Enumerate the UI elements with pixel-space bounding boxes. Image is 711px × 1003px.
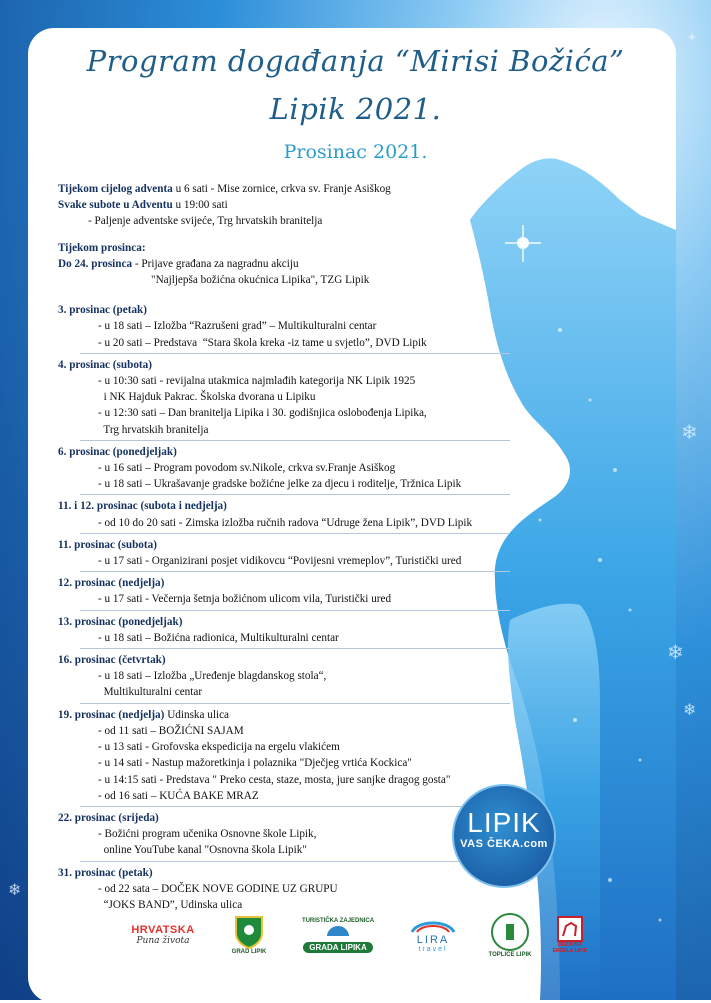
grad-lipik-coat-of-arms: GRAD LIPIK <box>226 905 272 965</box>
event-item: - u 18 sati – Božićna radionica, Multikulturalni centar <box>98 631 339 644</box>
day-heading: 4. prosinac (subota) <box>58 358 152 371</box>
event-item: - u 17 sati - Organizirani posjet vidikovcu “Povijesni vremeplov”, Turistički ured <box>98 555 462 568</box>
day-location: Udinska ulica <box>164 708 230 721</box>
event-item: - od 16 sati – KUĆA BAKE MRAZ <box>98 789 259 802</box>
month-subtitle: Prosinac 2021. <box>283 141 428 163</box>
event-item: - u 18 sati – Ukrašavanje gradske božićne jelke za djecu i roditelje, Tržnica Lipik <box>98 478 462 491</box>
event-item: - u 13 sati - Grofovska ekspedicija na ergelu vlakićem <box>98 741 340 754</box>
event-item: - u 17 sati - Večernja šetnja božićnom ulicom vila, Turistički ured <box>98 593 392 606</box>
divider <box>80 610 510 611</box>
page-title-line2: Lipik 2021. <box>269 92 442 126</box>
event-item: - u 12:30 sati – Dan branitelja Lipika i 30. godišnjica oslobođenja Lipika, <box>98 407 427 420</box>
event-item: “JOKS BAND”, Udinska ulica <box>98 898 243 911</box>
intro-text: - Paljenje adventske svijeće, Trg hrvatskih branitelja <box>88 215 323 228</box>
intro-text: u 6 sati - Mise zornice, crkva sv. Franje Asiškog <box>172 183 391 195</box>
event-item: - od 22 sata – DOČEK NOVE GODINE UZ GRUPU <box>98 882 338 895</box>
sponsor-logos <box>0 905 711 975</box>
event-item: i NK Hajduk Pakrac. Školska dvorana u Lipiku <box>98 391 316 404</box>
during-text: - Prijave građana za nagradnu akciju <box>132 257 299 270</box>
lira-travel-logo: LIRA travel <box>402 905 464 965</box>
during-label: Do 24. prosinca <box>58 257 133 270</box>
snowflake-icon: ✦ <box>686 30 698 46</box>
snowflake-icon: ❄ <box>8 880 22 899</box>
during-line: "Najljepša božićna okućnica Lipika", TZG Lipik <box>151 274 370 287</box>
intro-line <box>58 213 528 229</box>
drzavna-ergela-logo: DRŽAVNA ERGELA LIPIK <box>552 905 588 965</box>
day-heading: 16. prosinac (četvrtak) <box>58 654 166 667</box>
divider <box>80 648 510 649</box>
day-heading: 31. prosinac (petak) <box>58 866 153 879</box>
event-item: Multikulturalni centar <box>98 686 203 699</box>
badge-title: LIPIK <box>467 807 541 838</box>
snowflake-icon: ❄ <box>681 420 698 444</box>
event-item: - u 10:30 sati - revijalna utakmica najmlađih kategorija NK Lipik 1925 <box>98 375 416 388</box>
event-item: - u 20 sati – Predstava “Stara škola kreka -iz tame u svjetlo”, DVD Lipik <box>98 336 427 349</box>
divider <box>80 353 510 354</box>
intro-label: Svake subote u Adventu <box>58 199 173 212</box>
lipik-logo-badge <box>452 784 556 888</box>
event-item: - u 14:15 sati - Predstava " Preko cesta, staze, mosta, jure sanjke dragog gosta" <box>98 773 451 786</box>
badge-subtitle: VAS ČEKA.com <box>460 838 548 850</box>
intro-label: Tijekom cijelog adventa <box>58 183 173 195</box>
event-item: - od 10 do 20 sati - Zimska izložba ručnih radova “Udruge žena Lipik”, DVD Lipik <box>98 516 473 529</box>
divider <box>80 533 510 534</box>
during-line <box>58 256 528 272</box>
event-item: Trg hrvatskih branitelja <box>98 423 209 436</box>
event-item: - Božićni program učenika Osnovne škole Lipik, <box>98 828 317 841</box>
divider <box>80 440 510 441</box>
snowflake-icon: ❄ <box>683 700 697 719</box>
event-item: - u 16 sati – Program povodom sv.Nikole, crkva sv.Franje Asiškog <box>98 462 396 475</box>
snowflake-icon: ❄ <box>667 640 684 664</box>
day-heading: 19. prosinac (nedjelja) Udinska ulica <box>58 708 230 721</box>
day-heading: 12. prosinac (nedjelja) <box>58 577 165 590</box>
event-item: - u 18 sati – Izložba „Uređenje blagdanskog stola“, <box>98 670 327 683</box>
intro-line <box>58 181 528 197</box>
day-heading: 11. prosinac (subota) <box>58 538 157 551</box>
during-heading: Tijekom prosinca: <box>58 241 146 254</box>
intro-text: u 19:00 sati <box>172 199 228 212</box>
day-heading: 3. prosinac (petak) <box>58 304 147 317</box>
event-item: online YouTube kanal "Osnovna škola Lipik" <box>98 844 307 857</box>
page-title-line1: Program događanja “Mirisi Božića” <box>86 44 625 78</box>
divider <box>80 571 510 572</box>
divider <box>80 494 510 495</box>
day-heading: 6. prosinac (ponedjeljak) <box>58 445 177 458</box>
divider <box>80 703 510 704</box>
divider <box>80 861 510 862</box>
day-heading: 22. prosinac (srijeda) <box>58 811 159 824</box>
schedule <box>58 181 528 913</box>
turisticka-zajednica-logo: TURISTIČKA ZAJEDNICA GRADA LIPIKA <box>301 917 375 952</box>
day-heading: 11. i 12. prosinac (subota i nedjelja) <box>58 500 227 513</box>
intro-line <box>58 197 528 213</box>
event-item: - od 11 sati – BOŽIĆNI SAJAM <box>98 724 244 737</box>
day-heading: 13. prosinac (ponedjeljak) <box>58 615 183 628</box>
event-item: - u 14 sati - Nastup mažoretkinja i polaznika "Dječjeg vrtića Kockica" <box>98 757 412 770</box>
hrvatska-logo: HRVATSKA Puna života <box>131 924 195 946</box>
event-item: - u 18 sati – Izložba “Razrušeni grad” – Multikulturalni centar <box>98 320 377 333</box>
toplice-lipik-logo: TOPLICE LIPIK <box>482 905 538 965</box>
divider <box>80 806 510 807</box>
